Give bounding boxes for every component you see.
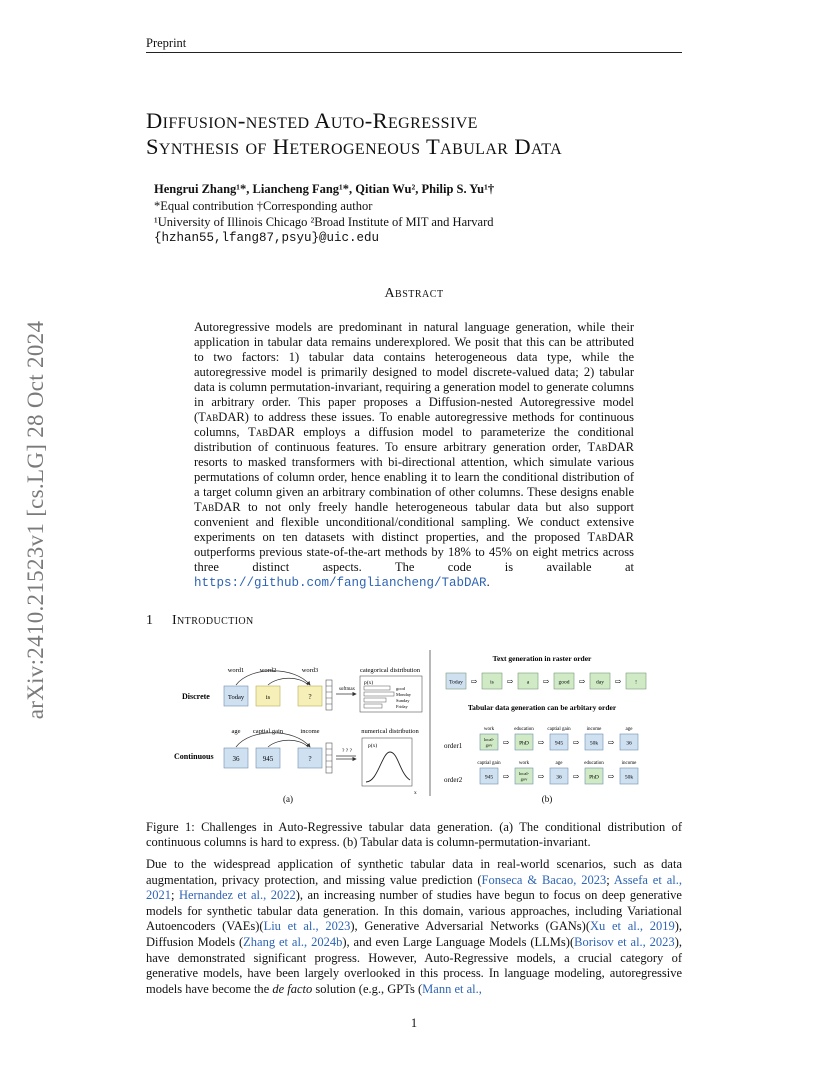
column-header: income (621, 761, 637, 766)
cell-text: 50k (589, 740, 599, 747)
token-text: is (265, 694, 271, 701)
logit-vector (326, 680, 332, 710)
column-header: education (514, 727, 534, 732)
body-text: ; (171, 888, 179, 903)
x-axis-label: x (414, 790, 417, 796)
column-header: age (625, 727, 633, 732)
text-token: ! (635, 679, 637, 686)
abstract-text: resorts to masked transformers with bi-directional attention, which simulate various permutations of column order, hence enabling it to learn the conditional distribution of a target column given an arbitrary combination of other columns. These designs enable (194, 455, 634, 499)
softmax-label: softmax (338, 687, 356, 692)
affiliations: ¹University of Illinois Chicago ²Broad Institute of MIT and Harvard (154, 215, 494, 229)
intro-paragraph (146, 857, 682, 997)
order2-row (477, 761, 638, 784)
section-heading (146, 613, 254, 629)
flow-arrow: ⇨ (506, 677, 514, 686)
method-name: TabDAR (198, 410, 245, 424)
body-text: ), have demonstrated significant progress. However, Auto-Regressive models, a crucial category of generative models, have been largely overlooked in this process. In language modeling, autoregressive models have become the (146, 934, 682, 996)
method-name: TabDAR (194, 500, 241, 514)
word-header: word1 (227, 667, 245, 674)
arxiv-stamp: arXiv:2410.21523v1 [cs.LG] 28 Oct 2024 (23, 320, 48, 720)
text-token: is (490, 679, 494, 686)
cell-text: gov (485, 742, 493, 748)
value-text: ? (308, 755, 312, 763)
author-emails: {hzhan55,lfang87,psyu}@uic.edu (154, 231, 380, 245)
value-text: 36 (232, 755, 240, 763)
body-text: ), Generative Adversarial Networks (GANs)( (350, 919, 590, 934)
paper-title (146, 108, 562, 160)
text-token: good (558, 679, 570, 686)
body-text: ), and even Large Language Models (LLMs)( (342, 934, 575, 949)
abstract-text: ) to address these issues. To enable autoregressive methods for continuous columns, (194, 410, 634, 439)
p-label: p(x) (368, 743, 378, 749)
prob-bar (364, 692, 394, 696)
category-label: good (396, 686, 405, 691)
column-header: age (555, 761, 563, 766)
title-line-1: Diffusion-nested Auto-Regressive (146, 108, 478, 133)
output-vector (326, 743, 332, 773)
running-header: Preprint (146, 36, 187, 50)
cell-text: gov (520, 776, 528, 782)
body-text: ), Diffusion Models ( (146, 919, 683, 949)
emphasis: de facto (272, 981, 313, 996)
citation-link[interactable]: Mann et al., (422, 981, 482, 996)
flow-arrow: ⇨ (537, 738, 545, 747)
figure-1 (150, 648, 680, 810)
categorical-label: categorical distribution (359, 667, 421, 674)
token-text: ? (308, 693, 312, 701)
column-header: age (231, 728, 241, 735)
value-text: 945 (262, 755, 274, 763)
dependency-arrow (268, 678, 308, 685)
prob-bar (364, 704, 382, 708)
author-list: Hengrui Zhang¹*, Liancheng Fang¹*, Qitian Wu², Philip S. Yu¹† (154, 182, 495, 196)
p-label: p(x) (364, 680, 374, 686)
contribution-note: *Equal contribution †Corresponding author (154, 199, 373, 213)
flow-arrow: ⇨ (502, 772, 510, 781)
abstract-text: . (486, 575, 490, 589)
cell-text: local- (483, 737, 495, 742)
tabular-generation-title: Tabular data generation can be arbitary order (467, 703, 617, 712)
density-curve (366, 752, 410, 782)
text-token-row (446, 673, 646, 689)
panel-a (174, 667, 422, 804)
column-header: income (586, 727, 602, 732)
citation-link[interactable]: Assefa et al., 2021 (146, 872, 682, 903)
continuous-label: Continuous (174, 752, 214, 761)
order1-label: order1 (444, 742, 463, 750)
code-link[interactable]: https://github.com/fangliancheng/TabDAR (194, 576, 487, 590)
order1-row (480, 727, 638, 750)
citation-link[interactable]: Liu et al., 2023 (263, 919, 351, 934)
category-label: Sunday (396, 698, 410, 703)
flow-arrow: ⇨ (607, 772, 615, 781)
column-header: captial gain (477, 761, 501, 766)
flow-arrow: ⇨ (537, 772, 545, 781)
dependency-arrow (268, 740, 308, 747)
flow-arrow: ⇨ (572, 738, 580, 747)
text-token: a (526, 679, 530, 686)
cell-text: 50k (624, 774, 634, 781)
order2-label: order2 (444, 776, 463, 784)
citation-link[interactable]: Hernandez et al., 2022 (178, 888, 296, 903)
cell-text: 36 (556, 774, 562, 781)
body-text: ; (606, 872, 614, 887)
cell-text: local- (518, 771, 530, 776)
text-generation-title: Text generation in raster order (492, 654, 592, 663)
prob-bar (364, 698, 386, 702)
column-header: income (300, 728, 320, 735)
flow-arrow: ⇨ (470, 677, 478, 686)
citation-link[interactable]: Borisov et al., 2023 (574, 934, 675, 949)
abstract-heading: Abstract (384, 286, 444, 301)
body-text: solution (e.g., GPTs ( (312, 981, 423, 996)
body-text: ), an increasing number of studies have begun to focus on deep generative models for synthetic tabular data generation. In this domain, various approaches, including Variational Autoencoders (VAEs)( (146, 888, 682, 934)
abstract-text: Autoregressive models are predominant in natural language generation, while their application in tabular data remains underexplored. We posit that this can be attributed to two factors: 1) tabular data contains heterogeneous data type, while the autoregressive model is primarily designed to model discrete-valued data; 2) tabular data is column permutation-invariant, requiring a generation model to generate columns in arbitrary order. This paper proposes a Diffusion-nested Autoregressive model ( (194, 320, 634, 424)
citation-link[interactable]: Fonseca & Bacao, 2023 (481, 872, 607, 887)
section-title: Introduction (172, 613, 254, 628)
abstract-body (194, 320, 634, 591)
category-label: Friday (396, 704, 408, 709)
subfigure-label: (a) (283, 794, 293, 804)
column-header: captial gain (252, 728, 284, 735)
method-name: TabDAR (587, 530, 634, 544)
page-number: 1 (410, 1016, 418, 1030)
flow-arrow: ⇨ (572, 772, 580, 781)
word-header: word2 (259, 667, 277, 674)
cell-text: 945 (484, 774, 494, 781)
flow-arrow: ⇨ (578, 677, 586, 686)
text-token: day (596, 679, 604, 686)
method-name: TabDAR (587, 440, 634, 454)
cell-text: PhD (589, 774, 599, 781)
column-header: education (584, 761, 604, 766)
text-token: Today (449, 679, 463, 686)
column-header: work (518, 761, 530, 766)
flow-arrow: ⇨ (614, 677, 622, 686)
flow-arrow: ⇨ (607, 738, 615, 747)
figure-caption: Figure 1: Challenges in Auto-Regressive tabular data generation. (a) The conditional distribution of continuous columns is hard to express. (b) Tabular data is column-permutation-invariant. (146, 820, 682, 849)
token-text: Today (227, 694, 245, 701)
word-header: word3 (301, 667, 319, 674)
category-label: Monday (396, 692, 411, 697)
cell-text: 36 (626, 740, 632, 747)
unknown-marks: ? ? ? (341, 748, 353, 754)
abstract-text: employs a diffusion model to parameterize the conditional distribution of continuous features. To ensure arbitrary generation order, (194, 425, 634, 454)
flow-arrow: ⇨ (542, 677, 550, 686)
prob-bar (364, 686, 390, 690)
body-text: Due to the widespread application of synthetic tabular data in real-world scenarios, such as data augmentation, privacy protection, and missing value prediction ( (146, 857, 682, 887)
column-header: work (483, 727, 495, 732)
title-line-2: Synthesis of Heterogeneous Tabular Data (146, 134, 563, 159)
panel-b (444, 654, 646, 804)
cell-text: 945 (554, 740, 564, 747)
method-name: TabDAR (248, 425, 295, 439)
section-number: 1 (146, 613, 153, 628)
flow-arrow: ⇨ (502, 738, 510, 747)
numerical-label: numerical distribution (361, 728, 419, 735)
discrete-label: Discrete (182, 692, 210, 701)
header-rule (146, 52, 682, 53)
subfigure-label: (b) (541, 794, 553, 804)
citation-link[interactable]: Xu et al., 2019 (590, 919, 675, 934)
abstract-text: outperforms previous state-of-the-art methods by 18% to 45% on eight metrics across three distinct aspects. The code is available at (194, 545, 634, 574)
cell-text: PhD (519, 740, 529, 747)
column-header: captial gain (547, 727, 571, 732)
citation-link[interactable]: Zhang et al., 2024b (243, 934, 343, 949)
abstract-text: to not only freely handle heterogeneous tabular data but also support convenient and flexible unconditional/conditional sampling. We conduct extensive experiments on ten datasets with distinct properties, and the proposed (194, 500, 634, 544)
